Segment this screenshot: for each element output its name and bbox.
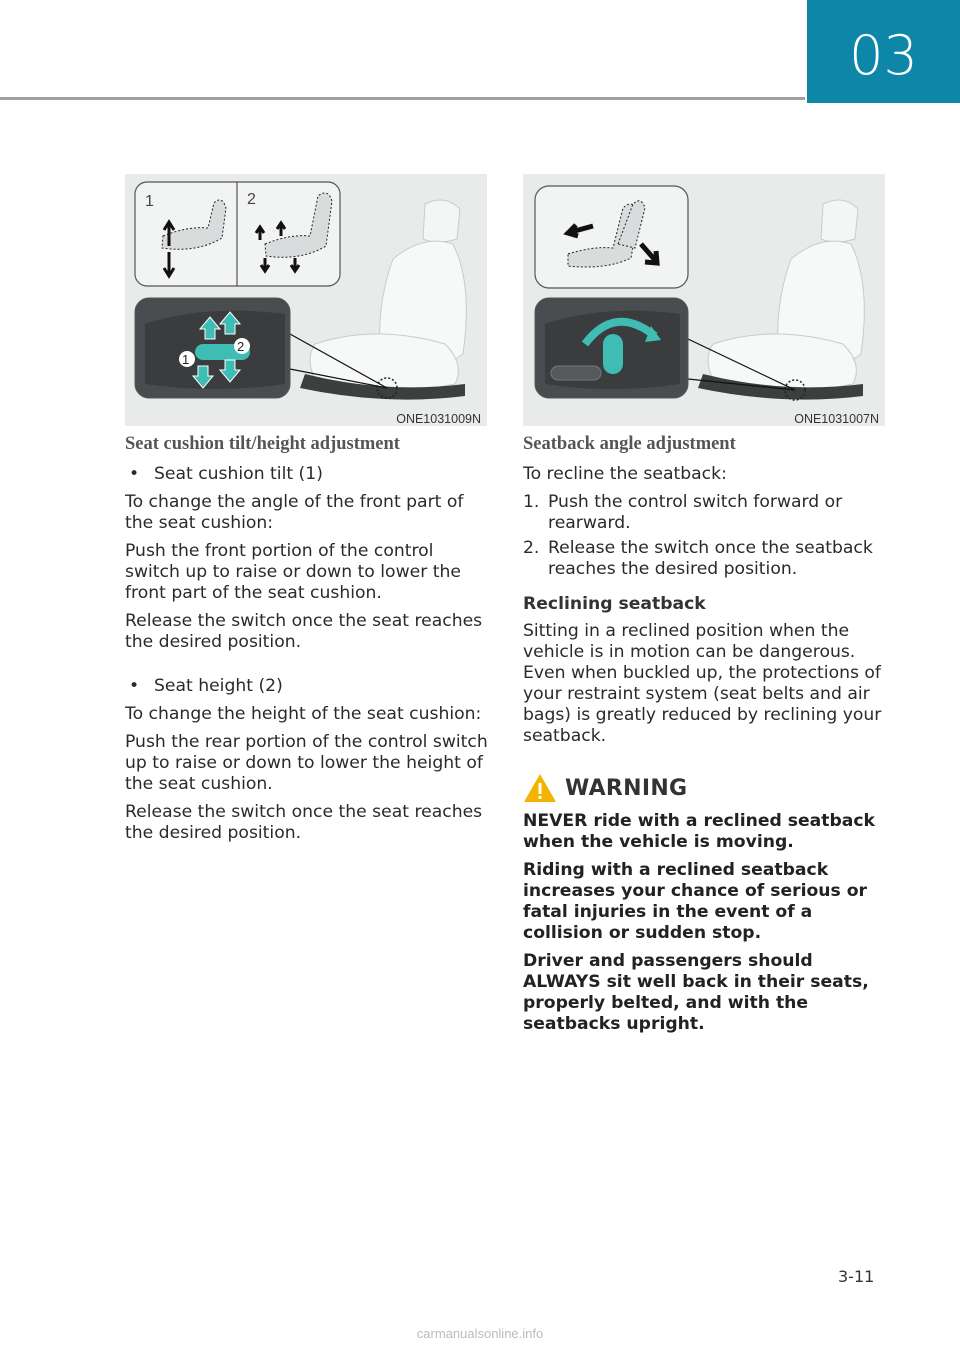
warning-paragraph: Driver and passengers should ALWAYS sit well back in their seats, properly belted, and with the seatbacks upright. xyxy=(523,951,869,1034)
figure-seat-cushion-adjustment xyxy=(125,174,487,426)
left-column xyxy=(125,432,493,851)
warning-paragraph: Riding with a reclined seatback increases your chance of serious or fatal injuries in the event of a collision or sudden stop. xyxy=(523,860,868,943)
warning-title: WARNING xyxy=(565,775,688,801)
paragraph: Push the rear portion of the control switch up to raise or down to lower the height of the seat cushion. xyxy=(125,732,488,794)
seatback-illustration xyxy=(523,174,885,426)
page-number: 3-11 xyxy=(838,1267,875,1286)
paragraph: To recline the seatback: xyxy=(523,464,727,484)
section-title: Seat cushion tilt/height adjustment xyxy=(125,434,400,454)
list-item: 2. Release the switch once the seatback reaches the desired position. xyxy=(523,538,873,579)
chapter-tab xyxy=(807,0,960,103)
seat-cushion-illustration xyxy=(125,174,487,426)
watermark: carmanualsonline.info xyxy=(416,1326,544,1341)
figure-caption: ONE1031009N xyxy=(396,412,481,426)
right-column xyxy=(523,432,891,1042)
ordered-list xyxy=(523,492,891,580)
bullet-text: Seat height (2) xyxy=(154,676,283,696)
list-item: • Seat height (2) xyxy=(129,676,283,696)
bullet-text: Seat cushion tilt (1) xyxy=(154,464,323,484)
header-rule xyxy=(0,97,805,100)
paragraph: Release the switch once the seat reaches the desired position. xyxy=(125,611,483,652)
callout-2-top: 2 xyxy=(247,191,256,208)
warning-body xyxy=(523,811,891,1035)
callout-1-top: 1 xyxy=(145,193,154,210)
callout-2-switch: 2 xyxy=(237,339,245,354)
paragraph: Sitting in a reclined position when the vehicle is in motion can be dangerous. Even when buckled up, the protections of your restraint system (seat belts and air bags) is greatly reduced by reclining your seatback. xyxy=(523,621,882,746)
chapter-number: 03 xyxy=(849,24,918,87)
warning-icon xyxy=(523,773,557,803)
warning-header xyxy=(523,773,891,803)
list-item: • Seat cushion tilt (1) xyxy=(129,464,323,484)
subheading: Reclining seatback xyxy=(523,594,706,614)
paragraph: To change the angle of the front part of the seat cushion: xyxy=(125,492,464,533)
figure-caption: ONE1031007N xyxy=(794,412,879,426)
warning-paragraph: NEVER ride with a reclined seatback when the vehicle is moving. xyxy=(523,811,875,852)
callout-1-switch: 1 xyxy=(182,352,190,367)
paragraph: To change the height of the seat cushion: xyxy=(125,704,482,724)
paragraph: Push the front portion of the control switch up to raise or down to lower the front part of the seat cushion. xyxy=(125,541,461,603)
figure-seatback-angle-adjustment xyxy=(523,174,885,426)
paragraph: Release the switch once the seat reaches the desired position. xyxy=(125,802,483,843)
list-item: 1. Push the control switch forward or rearward. xyxy=(523,492,843,533)
section-title: Seatback angle adjustment xyxy=(523,434,736,454)
